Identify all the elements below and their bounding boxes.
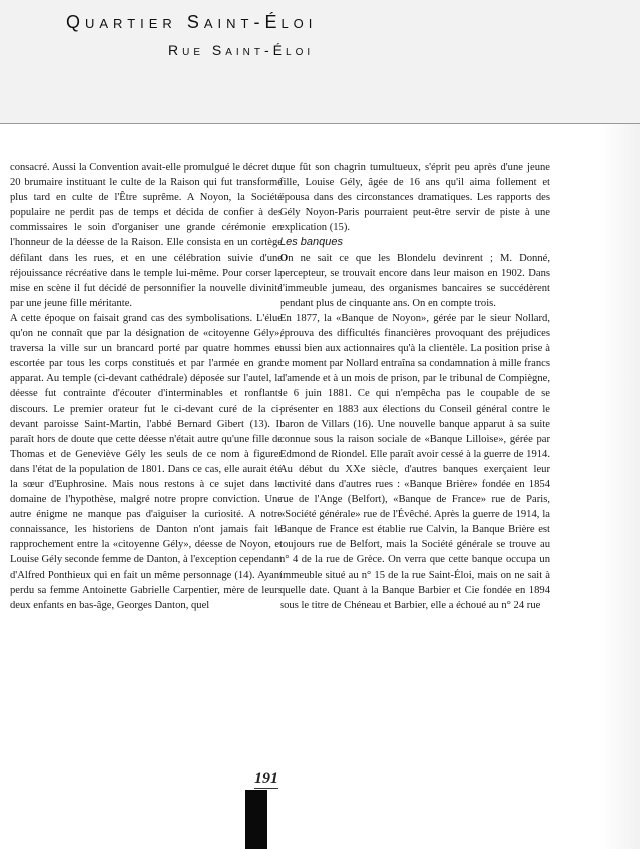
page-number: 191 [254, 770, 278, 787]
body-paragraph [280, 251, 550, 311]
page-subtitle: Rue Saint-Éloi [168, 42, 315, 58]
right-text-column [280, 160, 550, 613]
body-paragraph: En 1877, la «Banque de Noyon», gérée par le sieur Nollard, éprouva des difficultés financières provoquant des préjudices aussi bien aux actionnaires qu'à la clientèle. La position prise à ce moment par Nollard entraîna sa condamnation à mille francs d'amende et à un mois de prison, par le tribunal de Compiègne, le 6 juin 1881. Ce qui n'empêcha pas le coupable de se présenter en 1883 aux élections du Conseil général contre le baron de Villars (16). Une nouvelle banque apparut à sa suite connue sous la raison sociale de «Banque Lilloise», gérée par Edmond de Riondel. Elle paraît avoir cessé à la guerre de 1914. Au début du XXe siècle, d'autres banques exerçaient leur activité dans d'autres rues : «Banque Brière» fondée en 1854 rue de l'Ange (Belfort), «Banque de France» rue de Paris, «Société générale» rue de l'Évêché. Après la guerre de 1914, la Banque de France est établie rue Calvin, la Banque Brière est toujours rue de Belfort, mais la Société générale se trouve au n° 4 de la rue de Grèce. On verra que cette banque occupa un immeuble situé au n° 15 de la rue Saint-Éloi, mais on ne sait à quelle date. Quant à la Banque Barbier et Cie fondée en 1894 sous le titre de Chéneau et Barbier, elle a échoué au n° 24 rue [280, 312, 550, 611]
paragraph-text: n ne sait ce que les Blondelu devinrent ; M. Donné, percepteur, se trouvait encore dans leur maison en 1902. Dans l'immeuble jumeau, des organismes bancaires se succédèrent pendant plus de cinquante ans. On en compte trois. [280, 252, 550, 309]
section-heading: Les banques [280, 236, 343, 249]
drop-cap-letter: O [280, 252, 289, 264]
left-text-column [10, 160, 282, 613]
page-title: Quartier Saint-Éloi [66, 12, 318, 32]
page-edge-shadow [600, 124, 640, 849]
body-paragraph: que fût son chagrin tumultueux, s'éprit peu après d'une jeune fille, Louise Gély, âgée de 16 ans qu'il aima follement et épousa dans des circonstances dramatiques. Les rapports des Gély Noyon-Paris pourraient peut-être servir de piste à une explication (15). [280, 162, 550, 234]
body-paragraph: consacré. Aussi la Convention avait-elle promulgué le décret du 20 brumaire instituant le culte de la Raison qui fut transformé plus tard en culte de l'Être suprême. A Noyon, la Société populaire ne perdit pas de temps et décida de confier à des commissaires le soin d'organiser une grande cérémonie en l'honneur de la déesse de la Raison. Elle consista en un cortège défilant dans les rues, et en une célébration suivie d'une réjouissance récréative dans le temple lui-même. Pour corser la mise en scène il fut décidé de personnifier la nouvelle divinité par une jeune fille méritante. [10, 162, 282, 309]
footer-black-bar [245, 790, 267, 849]
body-paragraph: A cette époque on faisait grand cas des symbolisations. L'élue qu'on ne connaît que par la désignation de «citoyenne Gély», traversa la ville sur un brancard porté par quatre hommes et escortée par tous les corps constitués et par l'armée en grand apparat. Au temple (ci-devant cathédrale) déposée sur l'autel, la déesse fut contrainte d'écouter d'interminables et ronflants discours. Le premier orateur fut le ci-devant curé de la ci-devant paroisse Saint-Martin, l'abbé Bernard Gibert (13). Il paraît hors de doute que cette déesse n'était autre qu'une fille de Thomas et de Geneviève Gély les seuls de ce nom à figurer dans l'état de la population de 1801. Dans ce cas, elle aurait été la sœur d'Euphrosine. Mais nous restons à ce sujet dans le domaine de l'hypothèse, malgré notre propre conviction. Une autre énigme ne manque pas d'aiguiser la curiosité. A notre connaissance, les historiens de Danton n'ont jamais fait le rapprochement entre la «citoyenne Gély», déesse de Noyon, et Louise Gély seconde femme de Danton, à l'exception cependant d'Alfred Ponthieux qui en fait un même personnage (14). Ayant perdu sa femme Antoinette Gabrielle Carpentier, mère de leurs deux enfants en bas-âge, Georges Danton, quel [10, 312, 282, 611]
header-divider [0, 123, 640, 124]
